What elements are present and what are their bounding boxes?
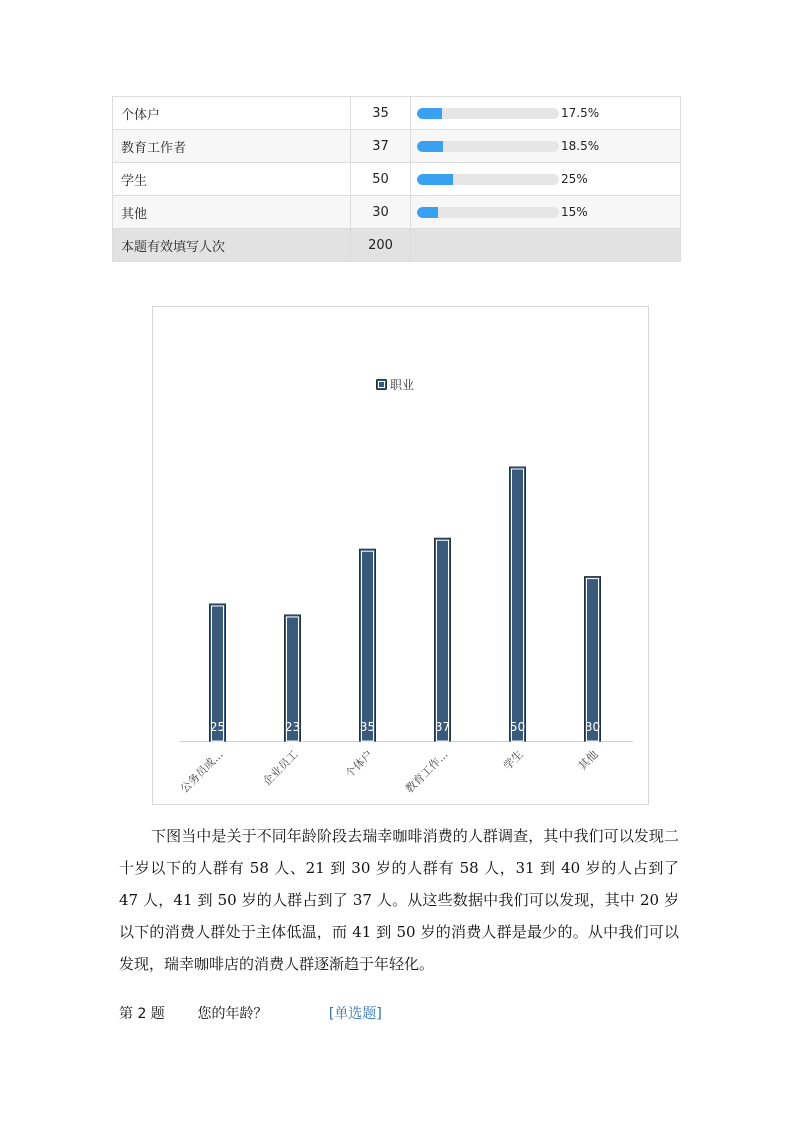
x-tick-label: 学生 [500, 747, 526, 773]
question-type-link[interactable]: [单选题] [328, 1006, 382, 1022]
total-label: 本题有效填写人次 [113, 229, 351, 262]
question-heading [119, 1003, 382, 1023]
table-row [113, 163, 681, 196]
x-tick-label: 企业员工 [260, 747, 301, 789]
option-percent: 18.5% [561, 139, 600, 153]
progress-bar [417, 141, 559, 152]
x-tick-label: 公务员或... [177, 747, 226, 796]
progress-bar [417, 174, 559, 185]
x-tick-label: 个体户 [343, 747, 376, 781]
table-row [113, 196, 681, 229]
data-label: 35 [359, 720, 376, 734]
progress-fill [417, 174, 453, 185]
x-tick-label: 教育工作... [402, 747, 451, 796]
legend-label: 职业 [390, 378, 415, 392]
option-label: 其他 [113, 196, 351, 229]
total-count: 200 [351, 229, 411, 262]
data-label: 37 [434, 720, 451, 734]
table-row [113, 130, 681, 163]
question-number: 第 2 题 [119, 1006, 165, 1022]
data-label: 23 [284, 720, 301, 734]
total-empty-cell [411, 229, 681, 262]
option-percent: 17.5% [561, 106, 600, 120]
option-count: 37 [351, 130, 411, 163]
option-label: 个体户 [113, 97, 351, 130]
survey-result-table [112, 96, 681, 262]
progress-fill [417, 141, 443, 152]
option-label: 学生 [113, 163, 351, 196]
body-paragraph: 下图当中是关于不同年龄阶段去瑞幸咖啡消费的人群调查，其中我们可以发现二十岁以下的人群有 58 人、21 到 30 岁的人群有 58 人，31 到 40 岁的人占到了 47 人，41 到 50 岁的人群占到了 37 人。从这些数据中我们可以发现，其中 20 岁以下的消费人群处于主体低温，而 41 到 50 岁的消费人群是最少的。从中我们可以发现，瑞幸咖啡店的消费人群逐渐趋于年轻化。 [119, 827, 679, 973]
chart-svg [153, 307, 650, 806]
table-total-row [113, 229, 681, 262]
data-label: 25 [209, 720, 226, 734]
progress-bar [417, 108, 559, 119]
option-label: 教育工作者 [113, 130, 351, 163]
option-percent: 25% [561, 172, 588, 186]
option-percent-cell [411, 97, 681, 130]
option-percent: 15% [561, 205, 588, 219]
progress-fill [417, 207, 438, 218]
option-count: 30 [351, 196, 411, 229]
option-percent-cell [411, 163, 681, 196]
occupation-bar-chart [152, 306, 649, 805]
data-label: 30 [584, 720, 601, 734]
option-count: 50 [351, 163, 411, 196]
x-tick-label: 其他 [575, 747, 601, 773]
table-row [113, 97, 681, 130]
progress-bar [417, 207, 559, 218]
option-percent-cell [411, 130, 681, 163]
option-count: 35 [351, 97, 411, 130]
data-label: 50 [509, 720, 526, 734]
option-percent-cell [411, 196, 681, 229]
progress-fill [417, 108, 442, 119]
question-text: 您的年龄？ [197, 1006, 268, 1022]
